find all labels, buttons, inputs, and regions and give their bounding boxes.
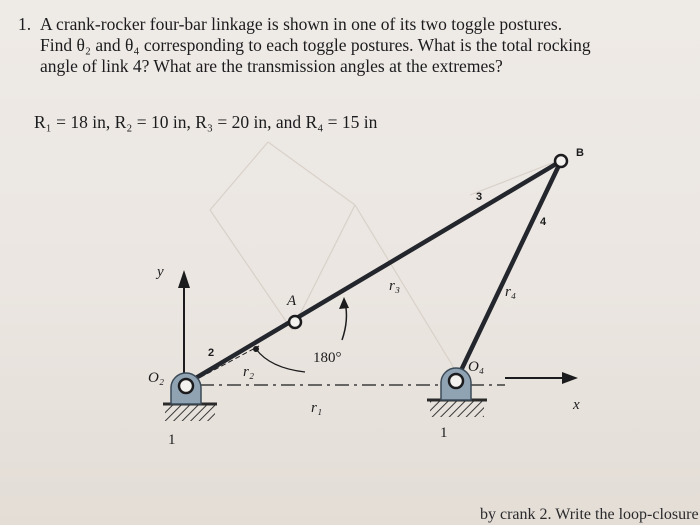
- angle-180-arrow: [339, 297, 349, 340]
- label-link-3: 3: [476, 191, 483, 203]
- problem-line-3: angle of link 4? What are the transmission angles at the extremes?: [40, 56, 503, 76]
- ground-pivot-o2: [163, 373, 217, 421]
- label-a: A: [287, 293, 297, 309]
- problem-number: 1.: [18, 14, 32, 34]
- x-axis: [505, 372, 578, 384]
- bottom-partial-text: by crank 2. Write the loop-closure: [480, 506, 699, 523]
- label-ground-left: 1: [168, 432, 176, 448]
- label-o4: O₄: [468, 359, 485, 375]
- label-r1: r₁: [311, 400, 323, 416]
- angle-marker-dot: [253, 346, 259, 352]
- joint-a: [289, 316, 301, 328]
- ground-pivot-o4: [427, 368, 487, 417]
- y-axis-label: y: [157, 264, 164, 280]
- link-lengths: R₁ = 18 in, R₂ = 10 in, R₃ = 20 in, and R₄ = 15 in: [34, 112, 378, 132]
- label-ground-right: 1: [440, 425, 448, 441]
- joint-b: [555, 155, 567, 167]
- x-axis-label: x: [573, 397, 580, 413]
- label-b: B: [576, 147, 584, 159]
- problem-line-1: A crank-rocker four-bar linkage is shown in one of its two toggle postures.: [40, 14, 563, 34]
- label-o2: O₂: [148, 370, 165, 386]
- label-link-4: 4: [540, 216, 547, 228]
- problem-line-2: Find θ₂ and θ₄ corresponding to each toggle postures. What is the total rocking: [40, 35, 591, 55]
- angle-arc: [256, 349, 305, 372]
- label-r2: r₂: [243, 364, 255, 380]
- label-r4: r₄: [505, 284, 517, 300]
- label-link-2: 2: [208, 347, 215, 359]
- label-angle-180: 180°: [313, 350, 342, 366]
- show-through-lines: [210, 142, 560, 378]
- label-r3: r₃: [389, 278, 401, 294]
- coupler-link-3: [184, 161, 561, 385]
- y-axis: [178, 270, 190, 376]
